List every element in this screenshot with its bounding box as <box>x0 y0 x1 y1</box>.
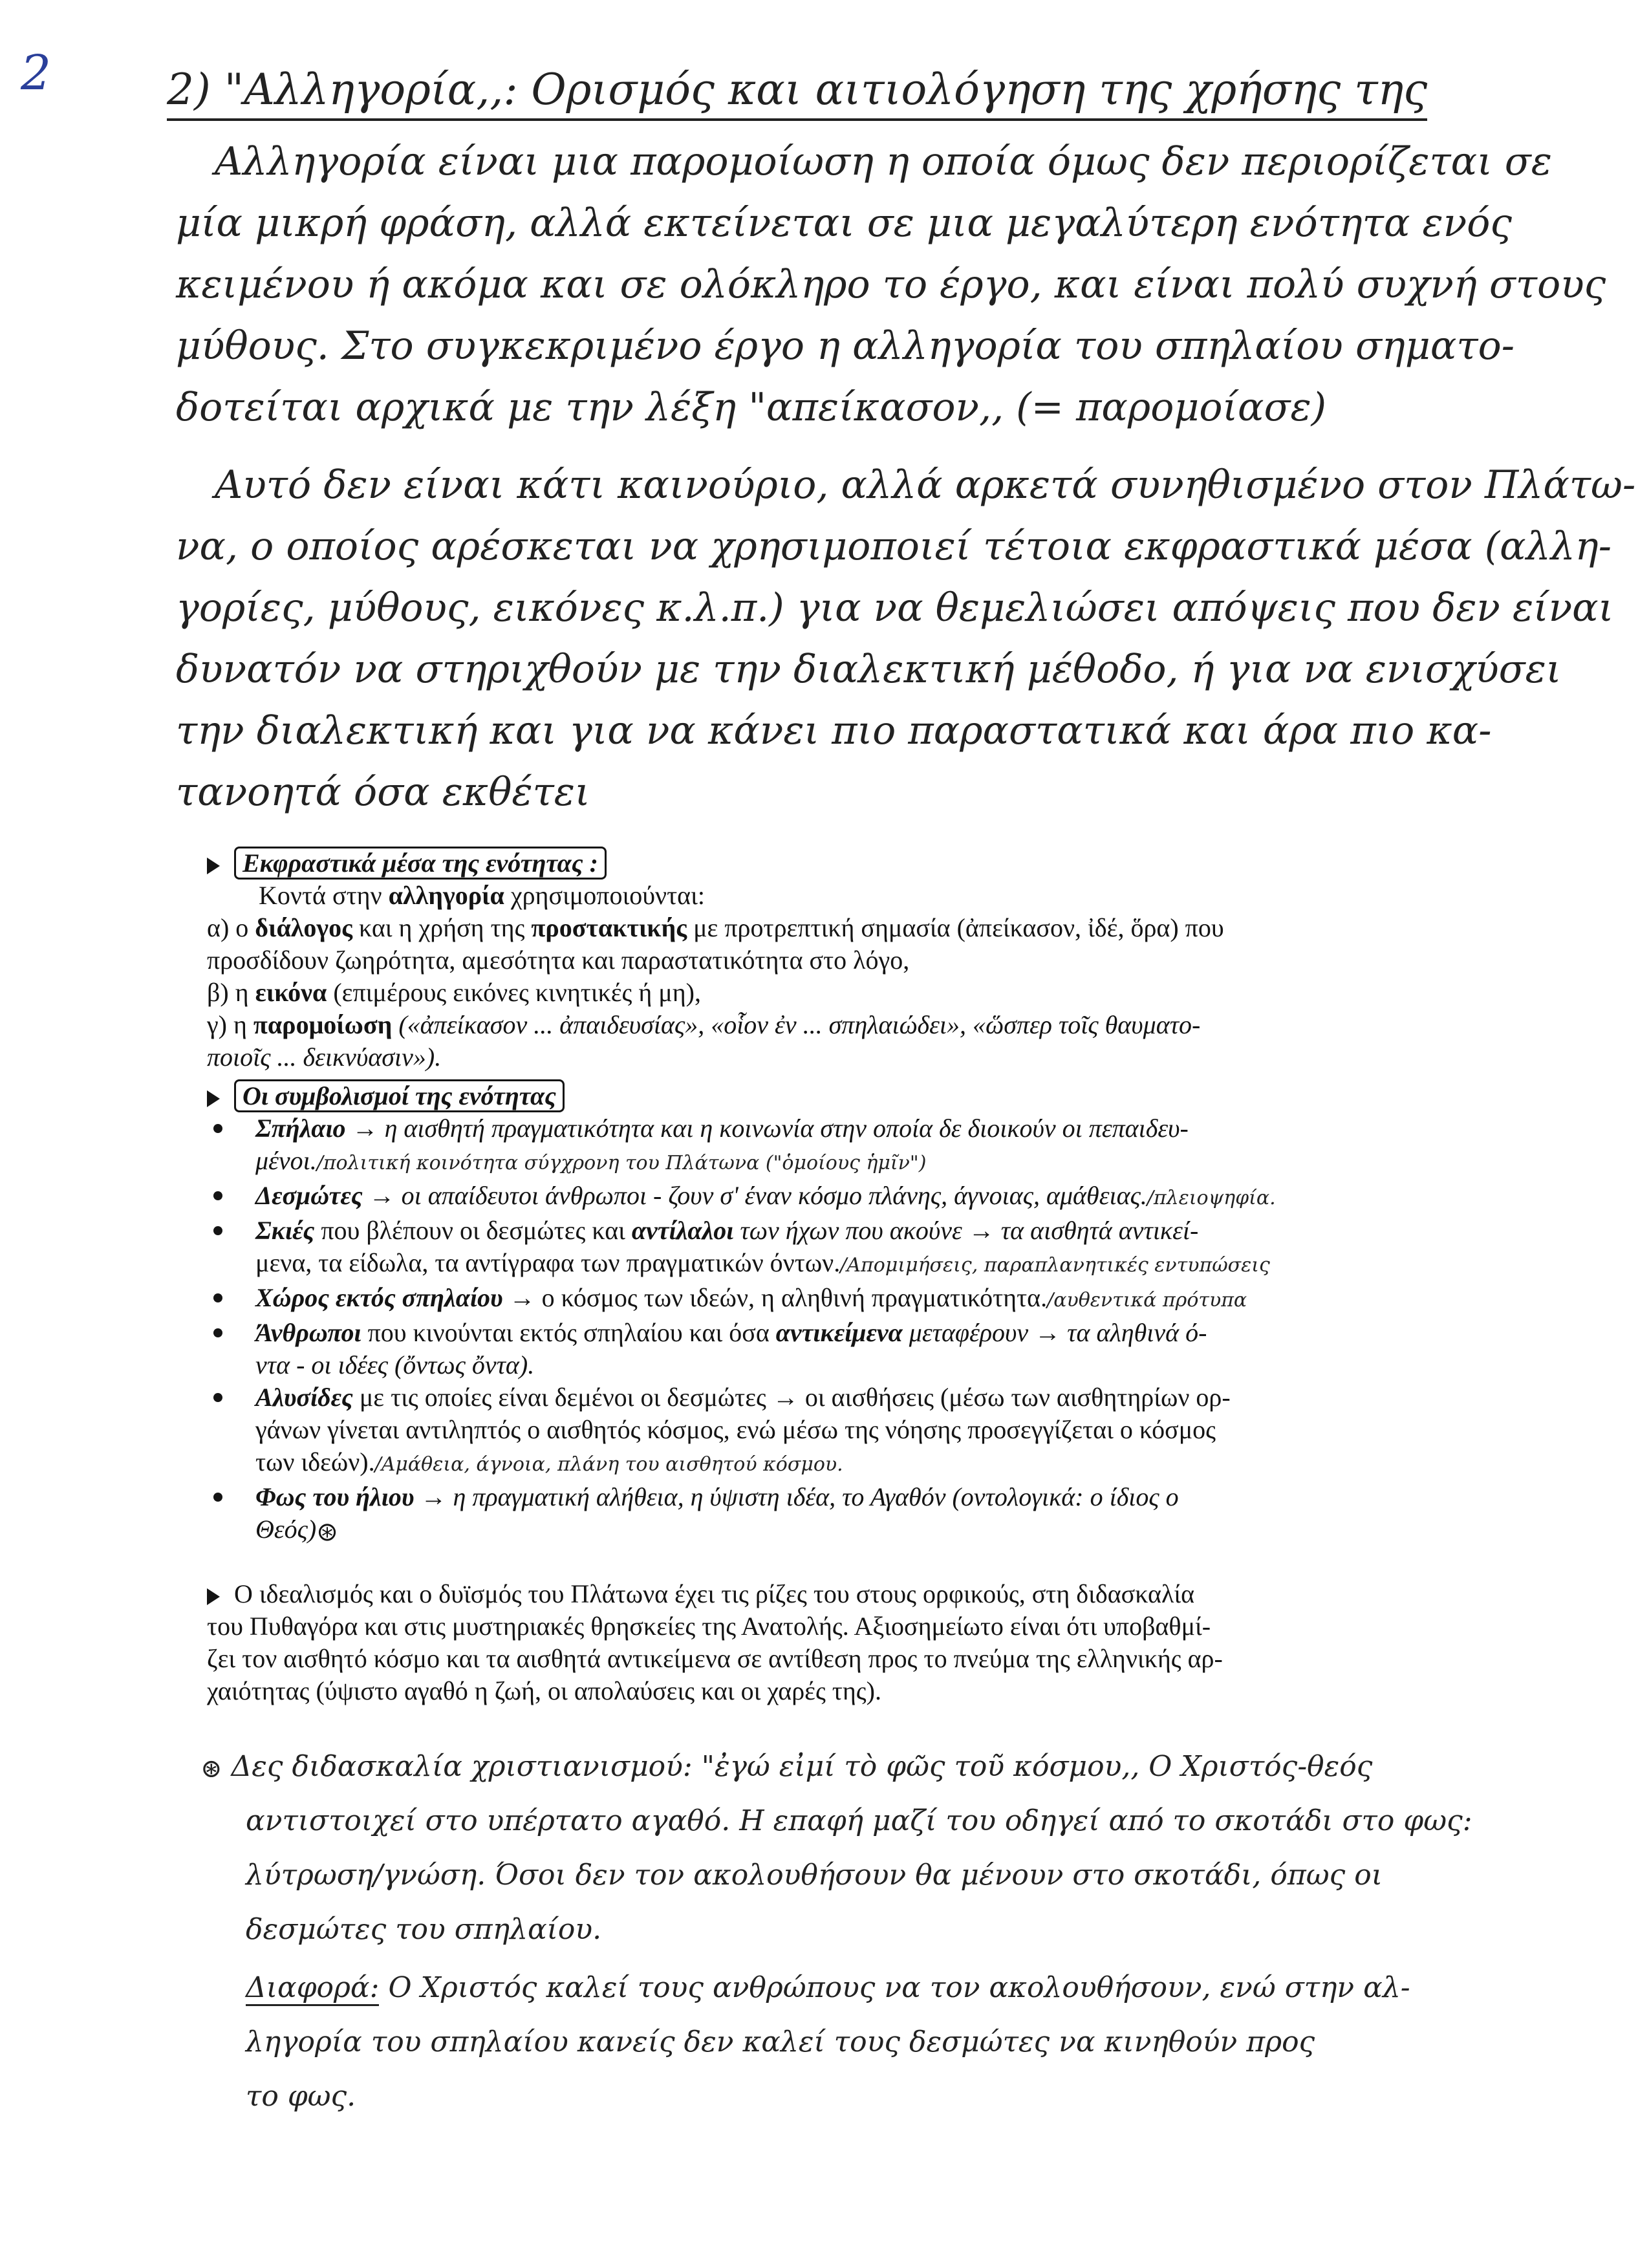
arrow-bullet-icon <box>207 1090 220 1107</box>
hand-line: Αλληγορία είναι μια παρομοίωση η οποία όμως δεν περιορίζεται σε <box>215 139 1552 184</box>
footnote-line: λύτρωση/γνώση. Όσοι δεν τον ακολουθήσουν θα μένουν στο σκοτάδι, όπως οι <box>246 1859 1383 1892</box>
symbol-item: Αλυσίδες με τις οποίες είναι δεμένοι οι δεσμώτες → οι αισθήσεις (μέσω των αισθητηρίων ορ- γάνων γίνεται αντιληπτός ο αισθητός κόσμος, ενώ μέσω της νόησης προσεγγίζεται ο κόσμος των ιδεών)./Αμάθεια, άγνοια, πλάνη του αισθητού κόσμου. <box>0 1381 1584 1481</box>
bullet-icon <box>213 1493 222 1502</box>
expressive-intro: Κοντά στην αλληγορία χρησιμοποιούνται: <box>259 881 705 910</box>
hand-line: δυνατόν να στηριχθούν με την διαλεκτική μέθοδο, ή για να ενισχύσει <box>176 647 1562 692</box>
symbol-item: Σπήλαιο → η αισθητή πραγματικότητα και η κοινωνία στην οποία δε διοικούν οι πεπαιδευ- μένοι./πολιτική κοινότητα σύγχρονη του Πλάτωνα ("ὁμοίους ἡμῖν") <box>0 1112 1584 1180</box>
symbols-list <box>0 1112 1584 1546</box>
hand-line: γορίες, μύθους, εικόνες κ.λ.π.) για να θεμελιώσει απόψεις που δεν είναι <box>176 585 1614 631</box>
symbols-title-row <box>207 1080 1500 1112</box>
handwritten-footnote <box>200 1740 1591 2124</box>
footnote-line: δεσμώτες του σπηλαίου. <box>246 1913 602 1946</box>
bullet-icon <box>213 1191 222 1200</box>
bullet-icon <box>213 1226 222 1235</box>
idealism-line: του Πυθαγόρα και στις μυστηριακές θρησκείες της Ανατολής. Αξιοσημείωτο είναι ότι υποβαθμί- <box>207 1612 1211 1641</box>
difference-line: Διαφορά: Ο Χριστός καλεί τους ανθρώπους να τον ακολουθήσουν, ενώ στην αλ- <box>200 1961 1591 2015</box>
footnote-line: αντιστοιχεί στο υπέρτατο αγαθό. Η επαφή μαζί του οδηγεί από το σκοτάδι στο φως: <box>246 1804 1472 1837</box>
bullet-icon <box>213 1328 222 1337</box>
difference-label: Διαφορά: <box>246 1971 379 2006</box>
asterisk-star-icon: ⊛ <box>200 1753 222 1784</box>
idealism-line: χαιότητας (ύψιστο αγαθό η ζωή, οι απολαύσεις και οι χαρές της). <box>207 1676 881 1705</box>
symbols-title: Οι συμβολισμοί της ενότητας <box>234 1079 565 1112</box>
difference-line: ληγορία του σπηλαίου κανείς δεν καλεί τους δεσμώτες να κινηθούν προς <box>246 2025 1315 2058</box>
hand-line: μία μικρή φράση, αλλά εκτείνεται σε μια μεγαλύτερη ενότητα ενός <box>176 200 1512 246</box>
arrow-bullet-icon <box>207 1588 220 1605</box>
hand-line: την διαλεκτική και για να κάνει πιο παραστατικά και άρα πιο κα- <box>176 708 1492 753</box>
expressive-item-b: β) η εικόνα (επιμέρους εικόνες κινητικές ή μη), <box>207 978 701 1007</box>
idealism-line: ζει τον αισθητό κόσμο και τα αισθητά αντικείμενα σε αντίθεση προς το πνεύμα της ελληνικής αρ- <box>207 1644 1223 1673</box>
symbols-section <box>207 1080 1500 1112</box>
expressive-title-row <box>207 847 1500 880</box>
bullet-icon <box>213 1393 222 1402</box>
idealism-line: Ο ιδεαλισμός και ο δυϊσμός του Πλάτωνα έχει τις ρίζες του στους ορφικούς, στη διδασκαλία <box>207 1578 1533 1610</box>
bullet-icon <box>213 1124 222 1133</box>
hand-line: να, ο οποίος αρέσκεται να χρησιμοποιεί τέτοια εκφραστικά μέσα (αλλη- <box>176 524 1611 569</box>
hand-line: Αυτό δεν είναι κάτι καινούριο, αλλά αρκετά συνηθισμένο στον Πλάτω- <box>215 462 1636 508</box>
expressive-means-section <box>207 847 1500 1074</box>
asterisk-star-icon: ⊛ <box>316 1517 338 1546</box>
hand-line: δοτείται αρχικά με την λέξη "απείκασον,, (= παρομοίασε) <box>176 385 1327 430</box>
arrow-bullet-icon <box>207 858 220 874</box>
hand-line: μύθους. Στο συγκεκριμένο έργο η αλληγορία του σπηλαίου σηματο- <box>176 323 1514 369</box>
difference-line: το φως. <box>246 2080 356 2113</box>
symbol-item: Φως του ήλιου → η πραγματική αλήθεια, η ύψιστη ιδέα, το Αγαθόν (οντολογικά: ο ίδιος ο Θεός)⊛ <box>0 1481 1584 1546</box>
expressive-item-c: γ) η παρομοίωση («ἀπείκασον ... ἀπαιδευσίας», «οἷον ἐν ... σπηλαιώδει», «ὥσπερ τοῖς θαυματο- <box>207 1010 1201 1039</box>
idealism-paragraph <box>207 1578 1533 1707</box>
symbol-item: Δεσμώτες → οι απαίδευτοι άνθρωποι - ζουν σ' έναν κόσμο πλάνης, άγνοιας, αμάθειας./πλειοψηφία. <box>0 1180 1584 1215</box>
symbol-item: Άνθρωποι που κινούνται εκτός σπηλαίου και όσα αντικείμενα μεταφέρουν → τα αληθινά ό- ντα - οι ιδέες (ὄντως ὄντα). <box>0 1317 1584 1381</box>
expressive-item-a: α) ο διάλογος και η χρήση της προστακτικής με προτρεπτική σημασία (ἀπείκασον, ἰδέ, ὅρα) που <box>207 913 1224 942</box>
hand-line: τανοητά όσα εκθέτει <box>176 770 590 815</box>
symbol-item: Σκιές που βλέπουν οι δεσμώτες και αντίλαλοι των ήχων που ακούνε → τα αισθητά αντικεί- μενα, τα είδωλα, τα αντίγραφα των πραγματικών όντων./Απομιμήσεις, παραπλανητικές εντυπώσεις <box>0 1215 1584 1282</box>
expressive-item-c-line2: ποιοῖς ... δεικνύασιν»). <box>207 1042 442 1072</box>
expressive-item-a-line2: προσδίδουν ζωηρότητα, αμεσότητα και παραστατικότητα στο λόγο, <box>207 945 910 975</box>
expressive-title: Εκφραστικά μέσα της ενότητας : <box>234 847 607 880</box>
page-number: 2 <box>21 45 52 101</box>
footnote-line: ⊛ Δες διδασκαλία χριστιανισμού: "ἐγώ εἰμί τὸ φῶς τοῦ κόσμου,, Ο Χριστός-θεός <box>200 1750 1373 1784</box>
section-heading: 2) "Αλληγορία,,: Ορισμός και αιτιολόγηση της χρήσης της <box>167 65 1427 121</box>
symbol-item: Χώρος εκτός σπηλαίου → ο κόσμος των ιδεών, η αληθινή πραγματικότητα./αυθεντικά πρότυπα <box>0 1282 1584 1317</box>
bullet-icon <box>213 1293 222 1302</box>
hand-line: κειμένου ή ακόμα και σε ολόκληρο το έργο, και είναι πολύ συχνή στους <box>176 262 1606 307</box>
